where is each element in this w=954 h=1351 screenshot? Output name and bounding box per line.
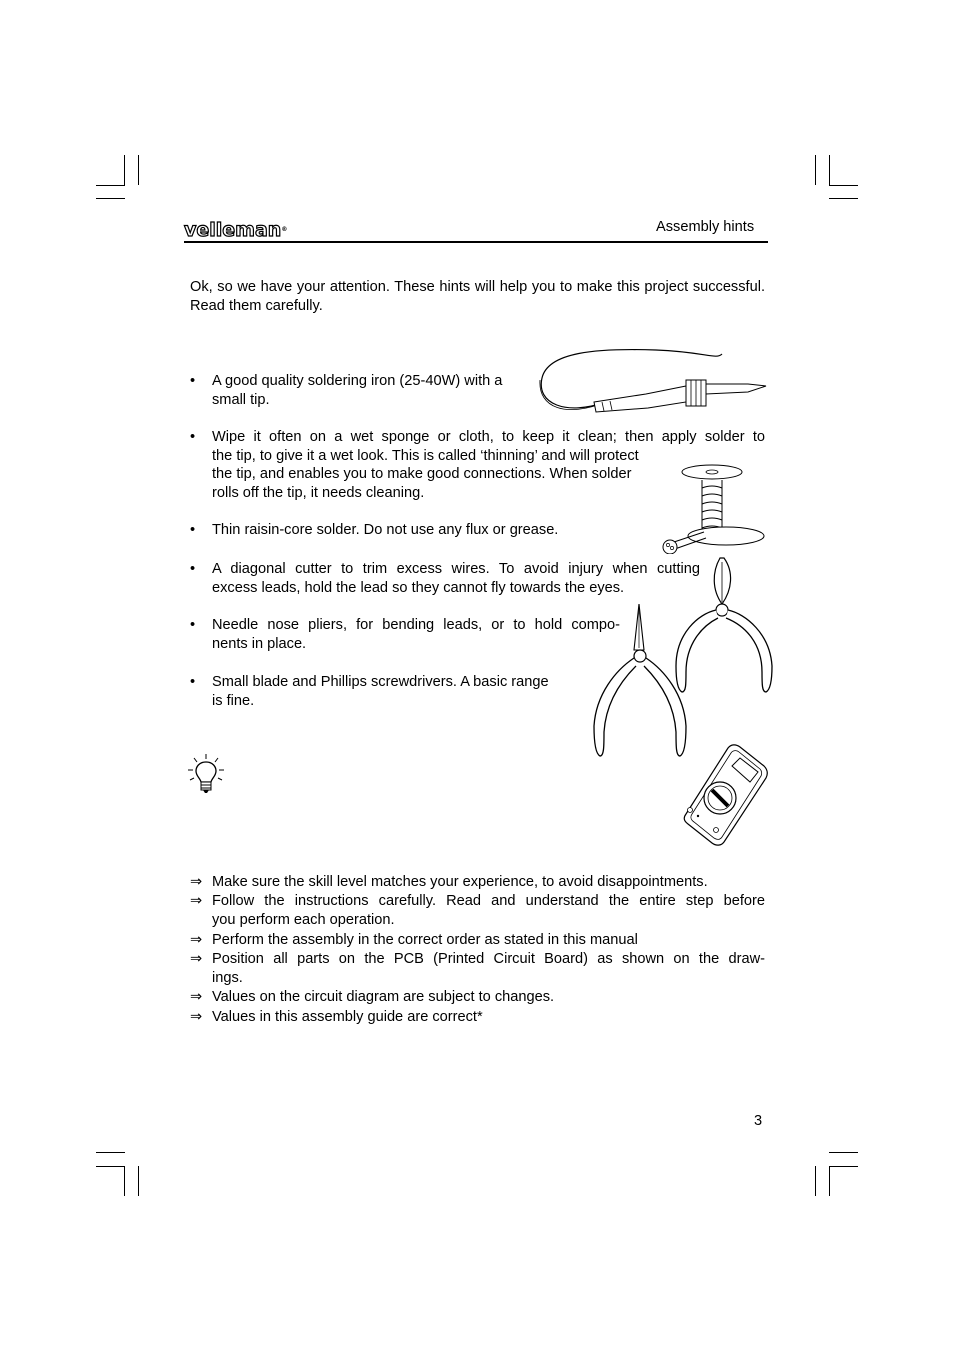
header-rule bbox=[184, 241, 768, 243]
hint-correct-order: Perform the assembly in the correct order as stated in this manual bbox=[212, 932, 638, 948]
arrow-marker: ⇒ bbox=[190, 951, 203, 967]
hint-skill-level: Make sure the skill level matches your experience, to avoid disappointments. bbox=[212, 874, 708, 890]
solder-spool-illustration bbox=[658, 460, 768, 554]
arrow-marker: ⇒ bbox=[190, 932, 203, 948]
bullet-marker: • bbox=[190, 561, 196, 577]
bullet-marker: • bbox=[190, 429, 196, 445]
section-title: Assembly hints bbox=[656, 219, 755, 235]
bullet-marker: • bbox=[190, 674, 196, 690]
tool-needle-nose-pliers: Needle nose pliers, for bending leads, or to hold compo- nents in place. bbox=[212, 617, 620, 652]
arrow-marker: ⇒ bbox=[190, 874, 203, 890]
tool-screwdrivers: Small blade and Phillips screwdrivers. A basic range is fine. bbox=[212, 674, 549, 709]
arrow-marker: ⇒ bbox=[190, 1009, 203, 1025]
brand-logo: velleman® bbox=[184, 219, 288, 241]
tool-soldering-iron: A good quality soldering iron (25-40W) with a small tip. bbox=[212, 373, 503, 408]
arrow-marker: ⇒ bbox=[190, 989, 203, 1005]
hint-follow-instructions: Follow the instructions carefully. Read and understand the entire step before you perform each operation. bbox=[212, 893, 765, 928]
page-number: 3 bbox=[754, 1113, 763, 1129]
tool-wipe-tip: Wipe it often on a wet sponge or cloth, to keep it clean; then apply solder to the tip, to give it a wet look. This is called ‘thinning’ and will protect the tip, and enables you to make good connections. When solder rolls off the tip, it needs cleaning. bbox=[212, 429, 765, 501]
hint-position-parts: Position all parts on the PCB (Printed Circuit Board) as shown on the draw- ings. bbox=[212, 951, 765, 986]
bullet-marker: • bbox=[190, 522, 196, 538]
lightbulb-icon bbox=[186, 752, 226, 794]
hint-circuit-values: Values on the circuit diagram are subject to changes. bbox=[212, 989, 555, 1005]
tool-solder: Thin raisin-core solder. Do not use any flux or grease. bbox=[212, 522, 559, 538]
bullet-marker: • bbox=[190, 373, 196, 389]
hint-guide-values: Values in this assembly guide are correct* bbox=[212, 1009, 483, 1025]
tool-diagonal-cutter: A diagonal cutter to trim excess wires. To avoid injury when cutting excess leads, hold the lead so they cannot fly towards the eyes. bbox=[212, 561, 700, 596]
needle-nose-pliers-illustration bbox=[590, 604, 690, 760]
intro-paragraph: Ok, so we have your attention. These hints will help you to make this project successful. Read them carefully. bbox=[190, 279, 765, 314]
bullet-marker: • bbox=[190, 617, 196, 633]
arrow-marker: ⇒ bbox=[190, 893, 203, 909]
multimeter-illustration bbox=[676, 744, 770, 846]
soldering-iron-illustration bbox=[536, 344, 772, 418]
